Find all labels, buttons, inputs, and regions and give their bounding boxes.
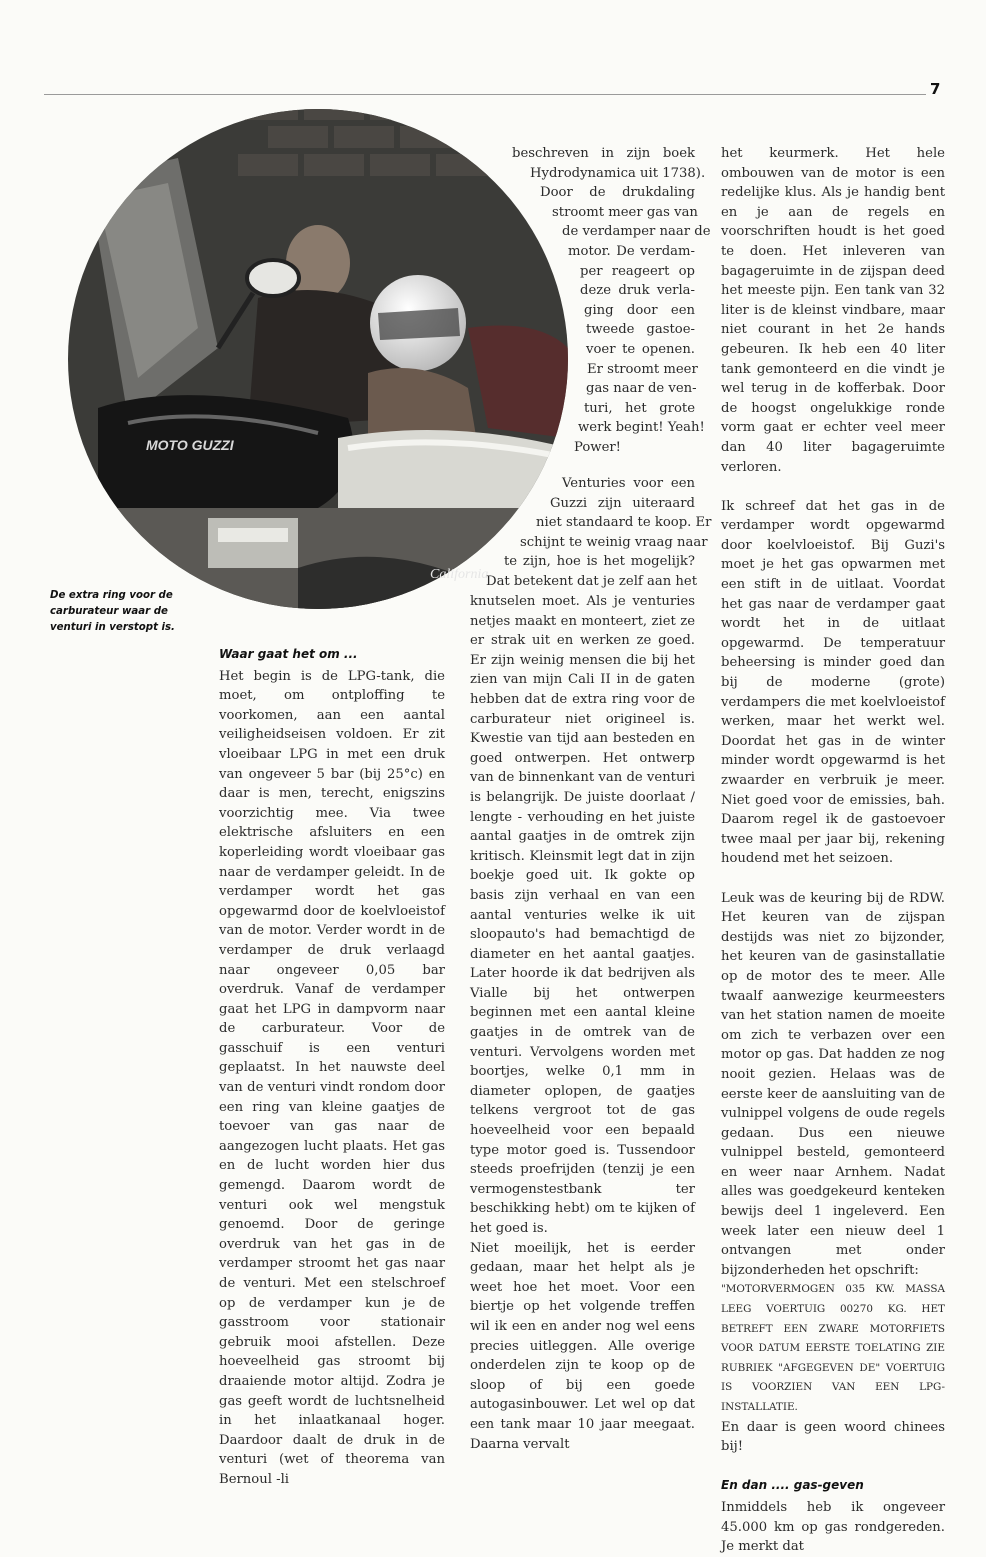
wrap-line: de verdamper naar de (562, 224, 711, 240)
right-para-3: Leuk was de keuring bij de RDW. Het keuren van de zijspan destijds was niet zo bijzonder, het keuren van de gasinstallatie op de motor des te meer. Alle twaalf aanwezige keurmeesters van het station namen de moeite om zich te verbazen over een motor op gas. Dat hadden ze nog nooit gezien. Helaas was de eerste keer de aansluiting van de vulnippel volgens de oude regels gedaan. Dus een nieuwe vulnippel besteld, gemonteerd en weer naar Arnhem. Nadat alles was goedgekeurd kenteken bewijs deel 1 ingeleverd. Een week later een nieuw deel 1 ontvangen met onder bijzonderheden het opschrift: (721, 890, 945, 1278)
motorcycle-photo (68, 88, 568, 630)
right-para-5: Inmiddels heb ik ongeveer 45.000 km op gas rondgereden. Je merkt dat (721, 1499, 945, 1555)
right-para-2: Ik schreef dat het gas in de verdamper wordt opgewarmd door koelvloeistof. Bij Guzi's moet je het gas opwarmen met een stift in de uitlaat. Voordat het gas naar de verdamper gaat wordt het in de uitlaat opgewarmd. De temperatuur beheersing is minder goed dan bij de moderne (grote) verdampers die met koelvloeistof werken, maar het werkt wel. Doordat het gas in de winter minder wordt opgewarmd is het zwaarder en verbruik je meer. Niet goed voor de emissies, bah. Daarom regel ik de gastoevoer twee maal per jaar bij, rekening houdend met het seizoen. (721, 498, 945, 867)
middle-column-text: knutselen moet. Als je venturies netjes maakt en monteert, ziet ze er strak uit en werken ze goed. Er zijn weinig mensen die bij het zien van mijn Cali II in de gaten hebben dat de extra ring voor de carburateur niet origineel is. Kwestie van tijd aan besteden en goed ontwerpen. Het ontwerp van de binnenkant van de venturi is belangrijk. De juiste doorlaat / lengte - verhouding en het juiste aantal gaatjes in de omtrek zijn kritisch. Kleinsmit legt dat in zijn boekje goed uit. Ik gokte op basis zijn verhaal en van een aantal venturies welke ik uit sloopauto's had bemachtigd de diameter en het aantal gaatjes. Later hoorde ik dat bedrijven als Vialle bij het ontwerpen beginnen met een aantal kleine gaatjes in de omtrek van de venturi. Vervolgens worden met boortjes, welke 0,1 mm in diameter oplopen, de gaatjes telkens vergroot tot de gas hoeveelheid voor een bepaald type motor goed is. Tussendoor steeds proefrijden (tenzij je een vermogenstestbank ter beschikking hebt) om te kijken of het goed is. (470, 594, 695, 1236)
wrap-line: niet standaard te koop. Er (536, 515, 712, 531)
page-number: 7 (930, 80, 941, 98)
wrap-line: per reageert op (580, 263, 695, 279)
section-heading: Waar gaat het om ... (219, 647, 358, 661)
section-heading-2: En dan .... gas-geven (721, 1478, 864, 1493)
left-column (219, 645, 445, 1490)
middle-column (470, 592, 695, 1454)
wrap-line: Venturies voor een (562, 476, 695, 491)
wrap-line: beschreven in zijn boek (512, 146, 695, 161)
side-lettering: California (430, 567, 489, 582)
wrap-line: tweede gastoe- (586, 322, 695, 338)
wrap-line: Dat betekent dat je zelf aan het (486, 574, 697, 589)
wrap-line: schijnt te weinig vraag naar (520, 534, 708, 550)
wrap-line: te zijn, hoe is het mogelijk? (504, 554, 695, 570)
left-column-text: Het begin is de LPG-tank, die moet, om ontploffing te voorkomen, aan een aantal veiligheidseisen voldoen. Er zit vloeibaar LPG in met een druk van ongeveer 5 bar (bij 25°c) en daar is men, terecht, enigszins voorzichtig mee. Via twee elektrische afsluiters en een koperleiding wordt vloeibaar gas naar de verdamper geleidt. In de verdamper wordt het gas opgewarmd door de koelvloeistof van de motor. Verder wordt in de verdamper de druk verlaagd naar ongeveer 0,05 bar overdruk. Vanaf de verdamper gaat het LPG in dampvorm naar de carburateur. Voor de gasschuif is een venturi geplaatst. In het nauwste deel van de venturi vindt rondom door een ring van kleine gaatjes de toevoer van gas naar de aangezogen lucht plaats. Het gas en de lucht worden hier dus gemengd. Daarom wordt de venturi ook wel mengstuk genoemd. Door de geringe overdruk van het gas in de verdamper stroomt het gas naar de venturi. Met een stelschroef op de verdamper kun je de gasstroom voor stationair gebruik mooi afstellen. Deze hoeveelheid gas stroomt bij draaiende motor altijd. Zodra je gas geeft wordt de luchtsnelheid in het inlaatkanaal hoger. Daardoor daalt de druk in de venturi (wet of theorema van Bernoul -li (219, 668, 445, 1487)
wrap-line: voer te openen. (586, 342, 695, 357)
registration-quote: "MOTORVERMOGEN 035 KW. MASSA LEEG VOERTUIG 00270 KG. HET BETREFT EEN ZWARE MOTORFIETS VOOR DATUM EERSTE TOELATING ZIE RUBRIEK "AFGEGEVEN DE" VOERTUIG IS VOORZIEN VAN EEN LPG-INSTALLATIE. (721, 1283, 945, 1413)
photo-caption: De extra ring voor de carburateur waar de venturi in verstopt is. (50, 590, 175, 633)
wrap-line: Er stroomt meer (587, 361, 698, 377)
right-column (721, 144, 945, 1557)
wrap-line: motor. De verdam- (568, 244, 695, 259)
right-para-1: het keurmerk. Het hele ombouwen van de motor is een redelijke klus. Als je handig bent en je aan de regels en voorschriften houdt is het goed te doen. Het inleveren van bagageruimte in de zijspan deed het meeste pijn. Een tank van 32 liter is de kleinst vindbare, maar niet courant in het 2e hands gebeuren. Ik heb een 40 liter tank gemonteerd en die vindt je wel terug in de kofferbak. Door de hoogst ongelukkige ronde vorm gaat er echter veel meer dan 40 liter bagageruimte verloren. (721, 146, 945, 475)
wrap-line: Guzzi zijn uiteraard (550, 495, 695, 511)
tank-lettering: MOTO GUZZI (146, 437, 234, 453)
wrap-line: deze druk verla- (580, 283, 695, 299)
middle-column-text-2: Niet moeilijk, het is eerder gedaan, maar het helpt als je weet hoe het moet. Voor een biertje op het volgende treffen wil ik een en ander nog wel eens precies uitleggen. Alle overige onderdelen zijn te koop op de sloop of bij een goede autogasinbouwer. Let wel op dat een tank maar 10 jaar meegaat. Daarna vervalt (470, 1240, 695, 1452)
right-para-4: En daar is geen woord chinees bij! (721, 1419, 945, 1455)
wrap-line: werk begint! Yeah! (578, 420, 705, 436)
wrap-line: gas naar de ven- (586, 381, 697, 397)
wrap-line: Door de drukdaling (540, 185, 695, 201)
wrap-line: turi, het grote (584, 400, 695, 416)
wrap-line: Hydrodynamica uit 1738). (530, 165, 706, 181)
wrap-line: Power! (574, 440, 621, 455)
wrap-line: ging door een (584, 302, 695, 318)
wrap-line: stroomt meer gas van (552, 204, 698, 220)
